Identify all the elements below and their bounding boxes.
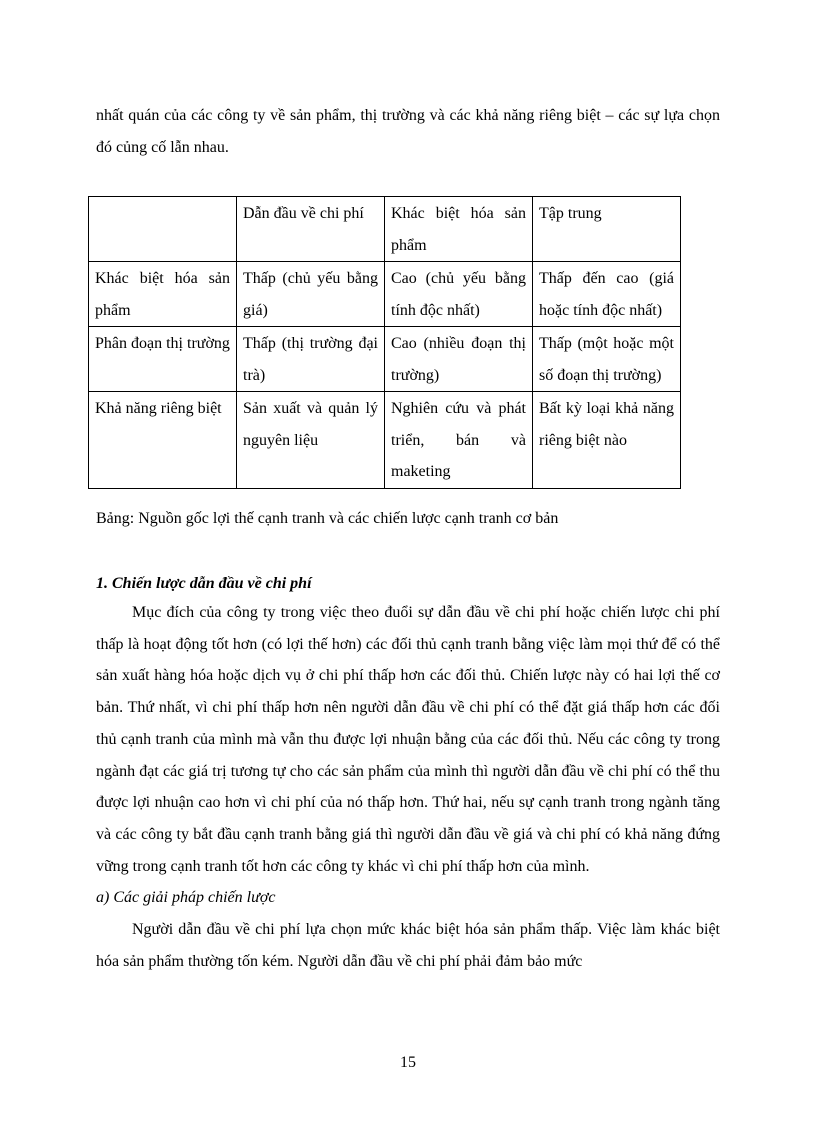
table-cell: Sản xuất và quản lý nguyên liệu [237, 392, 385, 489]
table-row [89, 262, 681, 327]
table-row-label: Khả năng riêng biệt [89, 392, 237, 489]
page-number: 15 [400, 1054, 416, 1071]
table-row-label: Khác biệt hóa sản phẩm [89, 262, 237, 327]
body-paragraph: Mục đích của công ty trong việc theo đuổi sự dẫn đầu về chi phí hoặc chiến lược chi phí thấp là hoạt động tốt hơn (có lợi thế hơn) các đối thủ cạnh tranh bằng việc làm mọi thứ để có thể sản xuất hàng hóa hoặc dịch vụ ở chi phí thấp hơn các đối thủ. Chiến lược này có hai lợi thế cơ bản. Thứ nhất, vì chi phí thấp hơn nên người dẫn đầu về chi phí có thể đặt giá thấp hơn các đối thủ cạnh tranh của mình mà vẫn thu được lợi nhuận bằng của các đối thủ. Nếu các công ty trong ngành đạt các giá trị tương tự cho các sản phẩm của mình thì người dẫn đầu về chi phí có thể thu được lợi nhuận cao hơn vì chi phí của nó thấp hơn. Thứ hai, nếu sự cạnh tranh trong ngành tăng và các công ty bắt đầu cạnh tranh bằng giá thì người dẫn đầu về giá và chi phí có khả năng đứng vững trong cạnh tranh tốt hơn các công ty khác vì chi phí thấp hơn của mình. [96, 604, 720, 875]
section-heading: 1. Chiến lược dẫn đầu về chi phí [96, 575, 312, 592]
table-cell: Thấp (một hoặc một số đoạn thị trường) [533, 327, 681, 392]
table-row-label: Phân đoạn thị trường [89, 327, 237, 392]
table-header-cell: Tập trung [533, 197, 681, 262]
table-cell: Thấp đến cao (giá hoặc tính độc nhất) [533, 262, 681, 327]
table-cell: Thấp (chủ yếu bằng giá) [237, 262, 385, 327]
table-header-cell: Khác biệt hóa sản phẩm [385, 197, 533, 262]
competitive-strategy-table [88, 196, 681, 489]
table-caption: Bảng: Nguồn gốc lợi thế cạnh tranh và các chiến lược cạnh tranh cơ bản [96, 510, 559, 527]
table-cell: Cao (nhiều đoạn thị trường) [385, 327, 533, 392]
table-header-row [89, 197, 681, 262]
table-header-cell [89, 197, 237, 262]
table-cell: Bất kỳ loại khả năng riêng biệt nào [533, 392, 681, 489]
table-row [89, 327, 681, 392]
subsection-heading: a) Các giải pháp chiến lược [96, 889, 276, 907]
intro-paragraph: nhất quán của các công ty về sản phẩm, thị trường và các khả năng riêng biệt – các sự lựa chọn đó củng cố lẫn nhau. [96, 107, 720, 156]
body-text [96, 597, 720, 977]
table-row [89, 392, 681, 489]
body-paragraph: Người dẫn đầu về chi phí lựa chọn mức khác biệt hóa sản phẩm thấp. Việc làm khác biệt hóa sản phẩm thường tốn kém. Người dẫn đầu về chi phí phải đảm bảo mức [96, 921, 720, 970]
table-header-cell: Dẫn đầu về chi phí [237, 197, 385, 262]
table-cell: Thấp (thị trường đại trà) [237, 327, 385, 392]
table-cell: Nghiên cứu và phát triển, bán và maketing [385, 392, 533, 489]
table-cell: Cao (chủ yếu bằng tính độc nhất) [385, 262, 533, 327]
